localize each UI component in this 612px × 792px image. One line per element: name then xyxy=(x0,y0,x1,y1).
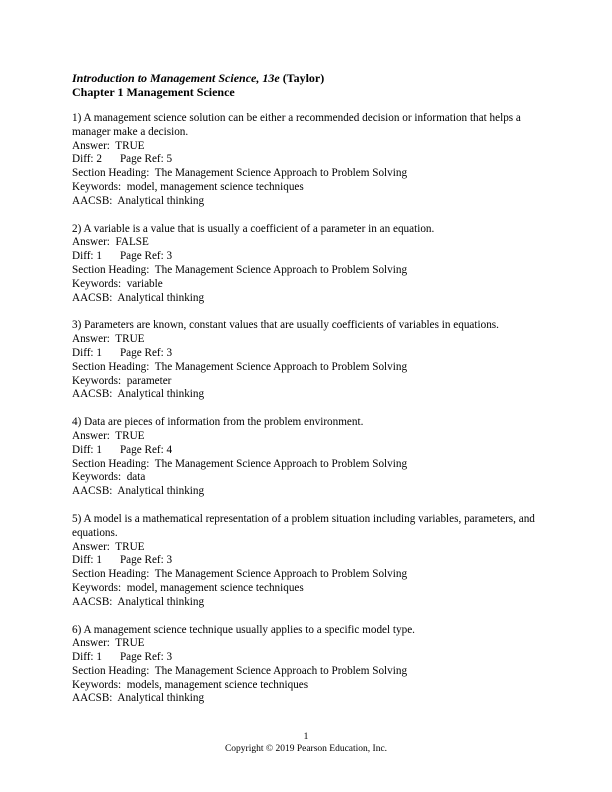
keywords-label: Keywords: xyxy=(72,581,127,594)
answer-label: Answer: xyxy=(72,139,116,152)
aacsb-line xyxy=(72,485,540,499)
answer-label: Answer: xyxy=(72,637,116,650)
diff-line xyxy=(72,153,540,167)
question-block xyxy=(72,416,540,499)
aacsb-line xyxy=(72,596,540,610)
section-heading-line xyxy=(72,665,540,679)
document-page xyxy=(72,71,540,720)
section-heading-value: The Management Science Approach to Problem Solving xyxy=(154,457,408,470)
question-block xyxy=(72,319,540,402)
question-text: 3) Parameters are known, constant values that are usually coefficients of variables in equations. xyxy=(72,319,499,332)
page-ref-value: 3 xyxy=(166,554,173,567)
aacsb-line xyxy=(72,195,540,209)
page-ref-label: Page Ref: xyxy=(119,250,167,263)
section-heading-label: Section Heading: xyxy=(72,263,155,276)
section-heading-value: The Management Science Approach to Problem Solving xyxy=(154,263,408,276)
aacsb-value: Analytical thinking xyxy=(117,692,205,705)
page-ref-value: 3 xyxy=(166,250,173,263)
question-text: 4) Data are pieces of information from the problem environment. xyxy=(72,416,364,429)
diff-line xyxy=(72,651,540,665)
diff-label: Diff: xyxy=(72,651,97,664)
question-text: 5) A model is a mathematical representation of a problem situation including variables, parameters, and equations. xyxy=(72,512,535,539)
answer-line xyxy=(72,541,540,555)
question-block xyxy=(72,112,540,209)
keywords-value: variable xyxy=(126,277,163,290)
page-ref-label: Page Ref: xyxy=(119,554,167,567)
question-block xyxy=(72,223,540,306)
diff-label: Diff: xyxy=(72,153,97,166)
diff-value: 1 xyxy=(96,346,102,359)
answer-value: TRUE xyxy=(115,333,145,346)
aacsb-label: AACSB: xyxy=(72,291,118,304)
aacsb-value: Analytical thinking xyxy=(117,595,205,608)
diff-label: Diff: xyxy=(72,250,97,263)
aacsb-label: AACSB: xyxy=(72,595,118,608)
diff-label: Diff: xyxy=(72,443,97,456)
answer-value: TRUE xyxy=(115,637,145,650)
question-block xyxy=(72,513,540,610)
keywords-label: Keywords: xyxy=(72,277,127,290)
diff-value: 1 xyxy=(96,651,102,664)
section-heading-line xyxy=(72,568,540,582)
answer-value: FALSE xyxy=(115,236,149,249)
keywords-label: Keywords: xyxy=(72,180,127,193)
page-ref-value: 3 xyxy=(166,346,173,359)
book-author: (Taylor) xyxy=(282,71,325,85)
question-text: 2) A variable is a value that is usually a coefficient of a parameter in an equation. xyxy=(72,222,435,235)
aacsb-line xyxy=(72,292,540,306)
page-ref-label: Page Ref: xyxy=(119,346,167,359)
question-block xyxy=(72,624,540,707)
aacsb-line xyxy=(72,692,540,706)
answer-value: TRUE xyxy=(115,429,145,442)
answer-line xyxy=(72,637,540,651)
question-text: 6) A management science technique usually applies to a specific model type. xyxy=(72,623,415,636)
question-list xyxy=(72,112,540,706)
keywords-value: model, management science techniques xyxy=(126,581,304,594)
diff-label: Diff: xyxy=(72,554,97,567)
page-number: 1 xyxy=(303,732,309,742)
section-heading-line xyxy=(72,167,540,181)
aacsb-value: Analytical thinking xyxy=(117,291,205,304)
diff-line xyxy=(72,347,540,361)
page-ref-label: Page Ref: xyxy=(119,153,167,166)
keywords-label: Keywords: xyxy=(72,678,127,691)
diff-value: 1 xyxy=(96,443,102,456)
section-heading-label: Section Heading: xyxy=(72,568,155,581)
answer-label: Answer: xyxy=(72,429,116,442)
diff-line xyxy=(72,250,540,264)
keywords-value: model, management science techniques xyxy=(126,180,304,193)
document-title xyxy=(72,71,540,85)
section-heading-label: Section Heading: xyxy=(72,664,155,677)
keywords-value: data xyxy=(126,471,146,484)
diff-label: Diff: xyxy=(72,346,97,359)
page-ref-label: Page Ref: xyxy=(119,651,167,664)
chapter-heading: Chapter 1 Management Science xyxy=(72,85,235,99)
keywords-value: parameter xyxy=(126,374,172,387)
answer-line xyxy=(72,430,540,444)
question-text: 1) A management science solution can be either a recommended decision or information that helps a manager make a decision. xyxy=(72,112,521,138)
aacsb-value: Analytical thinking xyxy=(117,388,205,401)
aacsb-value: Analytical thinking xyxy=(117,194,205,207)
section-heading-label: Section Heading: xyxy=(72,360,155,373)
section-heading-value: The Management Science Approach to Problem Solving xyxy=(154,568,408,581)
keywords-label: Keywords: xyxy=(72,471,127,484)
section-heading-value: The Management Science Approach to Problem Solving xyxy=(154,664,408,677)
aacsb-label: AACSB: xyxy=(72,194,118,207)
page-ref-value: 4 xyxy=(166,443,173,456)
keywords-line xyxy=(72,278,540,292)
section-heading-line xyxy=(72,361,540,375)
page-ref-value: 5 xyxy=(166,153,173,166)
page-ref-value: 3 xyxy=(166,651,173,664)
keywords-value: models, management science techniques xyxy=(126,678,309,691)
section-heading-label: Section Heading: xyxy=(72,167,155,180)
keywords-label: Keywords: xyxy=(72,374,127,387)
section-heading-line xyxy=(72,264,540,278)
answer-label: Answer: xyxy=(72,540,116,553)
section-heading-label: Section Heading: xyxy=(72,457,155,470)
diff-value: 2 xyxy=(96,153,102,166)
keywords-line xyxy=(72,375,540,389)
diff-line xyxy=(72,444,540,458)
aacsb-label: AACSB: xyxy=(72,388,118,401)
aacsb-line xyxy=(72,388,540,402)
answer-value: TRUE xyxy=(115,540,145,553)
keywords-line xyxy=(72,679,540,693)
keywords-line xyxy=(72,181,540,195)
aacsb-label: AACSB: xyxy=(72,692,118,705)
section-heading-line xyxy=(72,458,540,472)
answer-line xyxy=(72,333,540,347)
section-heading-value: The Management Science Approach to Problem Solving xyxy=(154,360,408,373)
answer-label: Answer: xyxy=(72,333,116,346)
diff-line xyxy=(72,554,540,568)
copyright-notice: Copyright © 2019 Pearson Education, Inc. xyxy=(224,744,388,754)
section-heading-value: The Management Science Approach to Problem Solving xyxy=(154,167,408,180)
aacsb-value: Analytical thinking xyxy=(117,485,205,498)
keywords-line xyxy=(72,471,540,485)
diff-value: 1 xyxy=(96,554,102,567)
answer-line xyxy=(72,140,540,154)
answer-line xyxy=(72,236,540,250)
book-title: Introduction to Management Science, 13e xyxy=(72,71,280,85)
diff-value: 1 xyxy=(96,250,102,263)
answer-label: Answer: xyxy=(72,236,116,249)
page-ref-label: Page Ref: xyxy=(119,443,167,456)
aacsb-label: AACSB: xyxy=(72,485,118,498)
answer-value: TRUE xyxy=(115,139,145,152)
keywords-line xyxy=(72,582,540,596)
